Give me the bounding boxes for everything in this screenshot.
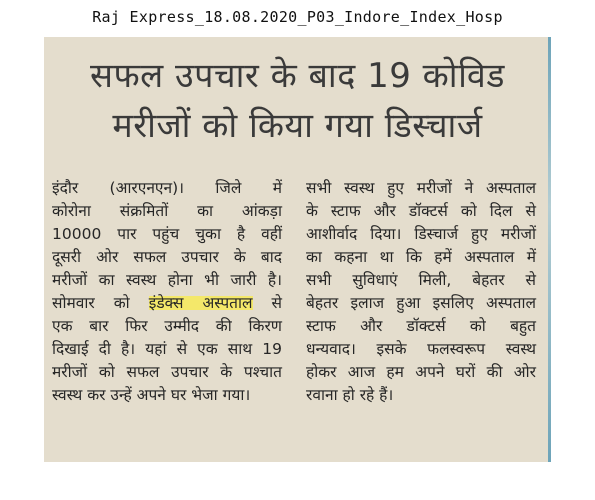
article-line: कोरोना संक्रमितों का आंकड़ा xyxy=(52,202,282,220)
article-line: एक बार फिर उम्मीद की किरण xyxy=(52,317,282,335)
article-right-column xyxy=(306,177,536,407)
image-caption: Raj Express_18.08.2020_P03_Indore_Index_Hosp xyxy=(92,8,503,26)
article-text: से xyxy=(252,294,282,312)
article-line: दूसरी ओर सफल उपचार के बाद xyxy=(52,248,282,266)
article-text: सोमवार को xyxy=(52,294,149,312)
article-line: मरीजों का स्वस्थ होना भी जारी है। xyxy=(52,271,282,289)
article-line: स्वस्थ कर उन्हें अपने घर भेजा गया। xyxy=(52,386,251,404)
article-line: के स्टाफ और डॉक्टर्स को दिल से xyxy=(306,202,536,220)
article-line: धन्यवाद। इसके फलस्वरूप स्वस्थ xyxy=(306,340,536,358)
headline-line-1: सफल उपचार के बाद 19 कोविड xyxy=(89,56,505,96)
article-line: इंदौर (आरएनएन)। जिले में xyxy=(52,179,282,197)
article-line: 10000 पार पहुंच चुका है वहीं xyxy=(52,225,282,243)
article-line: रवाना हो रहे हैं। xyxy=(306,386,394,404)
article-line: दिखाई दी है। यहां से एक साथ 19 xyxy=(52,340,282,358)
article-line: मरीजों को सफल उपचार के पश्चात xyxy=(52,363,282,381)
article-line: सभी स्वस्थ हुए मरीजों ने अस्पताल xyxy=(306,179,536,197)
article-line: सभी सुविधाएं मिली, बेहतर से xyxy=(306,271,536,289)
headline-line-2: मरीजों को किया गया डिस्चार्ज xyxy=(112,106,483,146)
article-line: बेहतर इलाज हुआ इसलिए अस्पताल xyxy=(306,294,536,312)
article-line: होकर आज हम अपने घरों की ओर xyxy=(306,363,536,381)
headline xyxy=(54,51,541,151)
highlighted-text: इंडेक्स अस्पताल xyxy=(148,294,253,312)
article-line: स्टाफ और डॉक्टर्स को बहुत xyxy=(306,317,536,335)
newspaper-clipping xyxy=(44,37,551,462)
article-line: का कहना था कि हमें अस्पताल में xyxy=(306,248,536,266)
article-line-highlighted xyxy=(52,292,282,315)
article-left-column xyxy=(52,177,282,407)
article-line: आशीर्वाद दिया। डिस्चार्ज हुए मरीजों xyxy=(306,225,536,243)
